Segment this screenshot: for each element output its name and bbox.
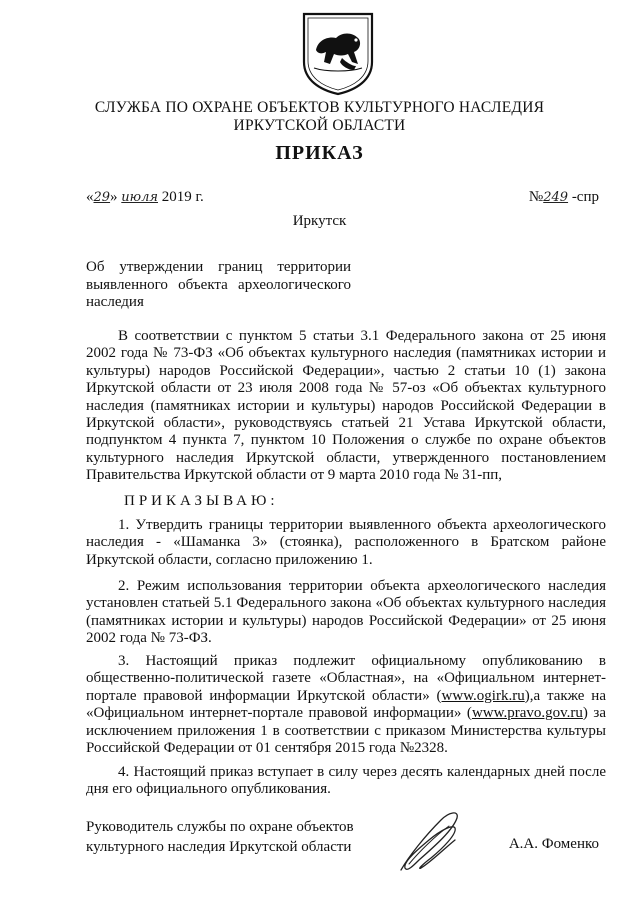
signatory-role [86,817,366,857]
order-item-1: 1. Утвердить границы территории выявленного объекта археологического наследия - «Шаманка 3» (стоянка), расположенного в Братском районе Иркутской области, согласно приложению 1. [86,517,606,568]
document-number [529,189,599,206]
item3-text-part1: 3. Настоящий приказ подлежит официальному опубликованию в общественно-политической газете «Областная», на «Официальном интернет-портале правовой информации Иркутской области» ( [86,653,606,704]
organization-name-line1: СЛУЖБА ПО ОХРАНЕ ОБЪЕКТОВ КУЛЬТУРНОГО НАСЛЕДИЯ [94,99,545,116]
city: Иркутск [292,213,347,229]
item3-text-part3: ) за исключением приложения 1 в соответствии с приказом Министерства культуры Российской Федерации от 01 сентября 2015 года №2328. [86,705,606,757]
date-mid-quote: » [110,189,118,205]
organization-name-line2: ИРКУТСКОЙ ОБЛАСТИ [233,117,406,134]
order-word: ПРИКАЗЫВАЮ: [124,493,279,509]
signatory-role-line2: культурного наследия Иркутской области [86,839,352,855]
date-day-handwritten: 29 [93,190,111,205]
date-month-handwritten: июля [121,190,158,205]
order-item-2: 2. Режим использования территории объекта археологического наследия установлен статьей 5.1 Федерального закона «Об объектах культурного наследия (памятниках истории и культуры) народов Российской Федерации» от 25 июня 2002 года № 73-ФЗ. [86,578,606,647]
order-item-4: 4. Настоящий приказ вступает в силу через десять календарных дней после дня его официального опубликования. [86,764,606,798]
order-item-3 [86,653,606,757]
ogirk-link[interactable]: www.ogirk.ru [441,687,525,704]
number-handwritten: 249 [543,190,569,205]
coat-of-arms-emblem [296,10,380,96]
number-prefix: № [528,189,544,205]
handwritten-signature [395,806,467,878]
document-subject: Об утверждении границ территории выявленного объекта археологического наследия [86,259,351,310]
number-suffix: -спр [571,189,599,205]
item3-text-part2: ),а также на «Официальном интернет-портале правовой информации» ( [86,687,606,722]
signatory-role-line1: Руководитель службы по охране объектов [86,819,354,835]
pravo-link[interactable]: www.pravo.gov.ru [471,705,583,722]
document-type-title: ПРИКАЗ [275,142,364,164]
signatory-name: А.А. Фоменко [508,836,599,852]
document-date [86,189,204,206]
date-year: 2019 г. [161,189,204,205]
preamble-paragraph: В соответствии с пунктом 5 статьи 3.1 Федерального закона от 25 июня 2002 года № 73-ФЗ «Об объектах культурного наследия (памятниках истории и культуры) народов Российской Федерации», частью 2 статьи 10 (1) закона Иркутской области от 23 июля 2008 года № 57-оз «Об объектах культурного наследия (памятниках истории и культуры) народов Российской Федерации в Иркутской области», руководствуясь статьей 21 Устава Иркутской области, подпунктом 4 пункта 7, пунктом 10 Положения о службе по охране объектов культурного наследия Иркутской области, утвержденного постановлением Правительства Иркутской области от 9 марта 2010 года № 31-пп, [86,328,606,484]
date-open-quote: « [86,189,94,205]
